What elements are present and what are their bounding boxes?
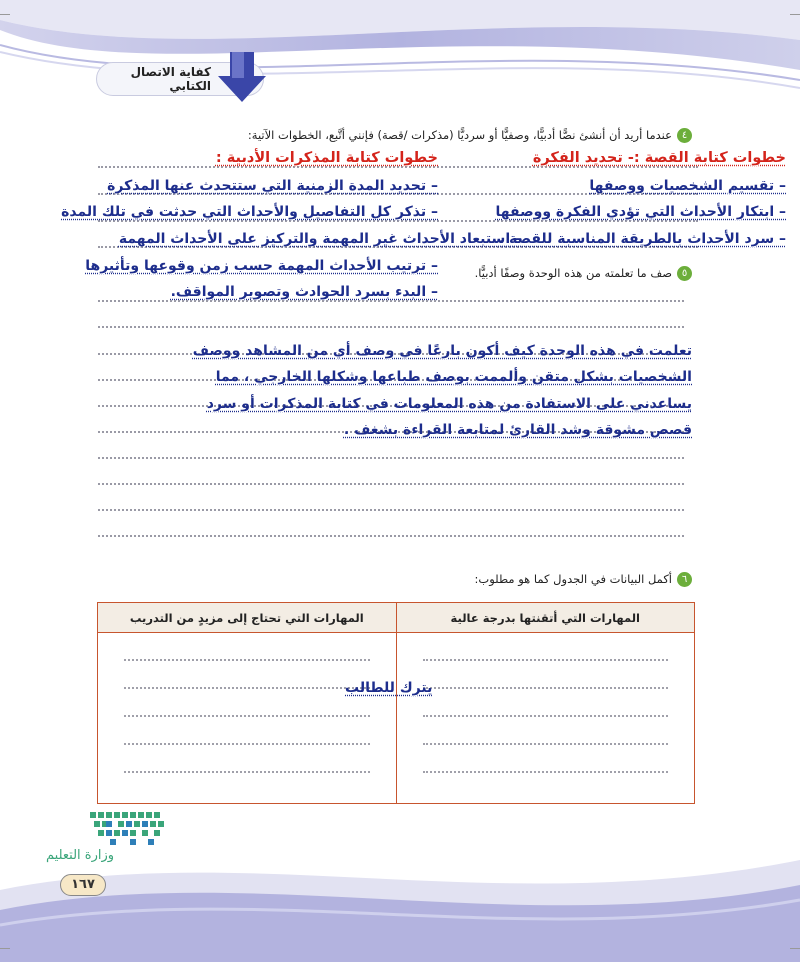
table-row[interactable] — [423, 771, 669, 773]
answer-line — [98, 483, 684, 485]
q6-answer: يترك للطالب — [345, 680, 433, 696]
needs-practice-column — [98, 603, 397, 803]
q5-number-badge: ٥ — [677, 266, 692, 281]
q5-answer-line: تعلمت في هذه الوحدة كيف أكون بارعًا في وصف أي من المشاهد ووصف — [192, 343, 692, 359]
q5-answer-line: الشخصيات بشكل متقن وألممت بوصف طباعها وشكلها الخارجي ، مما — [215, 369, 692, 385]
q5-text: صف ما تعلمته من هذه الوحدة وصفًا أدبيًّا. — [474, 266, 672, 280]
q6-prompt — [475, 572, 692, 587]
crop-mark — [790, 14, 800, 15]
mastered-skills-column — [397, 603, 695, 803]
q4-prompt — [248, 128, 692, 143]
table-row[interactable] — [423, 659, 669, 661]
table-row[interactable] — [423, 715, 669, 717]
q6-number-badge: ٦ — [677, 572, 692, 587]
q6-text: أكمل البيانات في الجدول كما هو مطلوب: — [474, 572, 672, 586]
section-title: كفاية الاتصال الكتابي — [130, 65, 211, 93]
table-row[interactable] — [124, 659, 370, 661]
q5-prompt — [475, 266, 692, 281]
table-row[interactable] — [124, 687, 370, 689]
memoir-step: – تذكر كل التفاصيل والأحداث التي حدثت في تلك المدة — [61, 204, 438, 220]
table-row[interactable] — [423, 743, 669, 745]
q4-text: عندما أريد أن أنشئ نصًّا أدبيًّا، وصفيًّا أو سرديًّا (مذكرات /قصة) فإنني أتَّبع، الخطوات الآتية: — [247, 128, 672, 142]
table-row[interactable] — [423, 687, 669, 689]
down-arrow-icon — [218, 52, 266, 102]
table-row[interactable] — [124, 771, 370, 773]
answer-line — [98, 535, 684, 537]
ministry-name: وزارة التعليم — [46, 848, 115, 863]
memoir-step: – تحديد المدة الزمنية التي ستتحدث عنها المذكرة — [107, 178, 438, 194]
answer-line — [98, 326, 684, 328]
answer-line — [98, 166, 698, 168]
answer-line — [98, 300, 684, 302]
mastered-skills-header: المهارات التي أتقنتها بدرجة عالية — [397, 603, 695, 633]
answer-line — [98, 457, 684, 459]
memoir-step: – البدء بسرد الحوادث وتصوير المواقف. — [170, 284, 438, 300]
memoir-steps-heading: خطوات كتابة المذكرات الأدبية : — [215, 150, 438, 166]
story-step: – ابتكار الأحداث التي تؤدي الفكرة ووصفها — [495, 204, 786, 220]
page-number: ١٦٧ — [60, 874, 106, 896]
crop-mark — [0, 14, 10, 15]
table-row[interactable] — [124, 743, 370, 745]
crop-mark — [0, 948, 10, 949]
story-step: – تقسيم الشخصيات ووصفها — [589, 178, 786, 194]
needs-practice-header: المهارات التي تحتاج إلى مزيدٍ من التدريب — [98, 603, 396, 633]
q4-number-badge: ٤ — [677, 128, 692, 143]
memoir-step: – ترتيب الأحداث المهمة حسب زمن وقوعها وتأثيرها — [85, 258, 438, 274]
answer-line — [98, 509, 684, 511]
ministry-logo-icon — [40, 808, 180, 848]
memoir-step: – استبعاد الأحداث غير المهمة والتركيز على الأحداث المهمة — [118, 231, 522, 247]
q5-answer-line: قصص مشوقة وشد القارئ لمتابعة القراءة بشغف . — [343, 422, 692, 438]
crop-mark — [790, 948, 800, 949]
story-step: – سرد الأحداث بالطريقة المناسبة للقصة . — [498, 231, 786, 247]
q5-answer-line: يساعدني على الاستفادة من هذه المعلومات في كتابة المذكرات أو سرد — [206, 396, 692, 412]
story-steps-heading: خطوات كتابة القصة :- تحديد الفكرة — [532, 150, 786, 166]
answer-line — [98, 220, 698, 222]
ministry-logo — [40, 808, 180, 870]
table-row[interactable] — [124, 715, 370, 717]
skills-table — [97, 602, 695, 804]
